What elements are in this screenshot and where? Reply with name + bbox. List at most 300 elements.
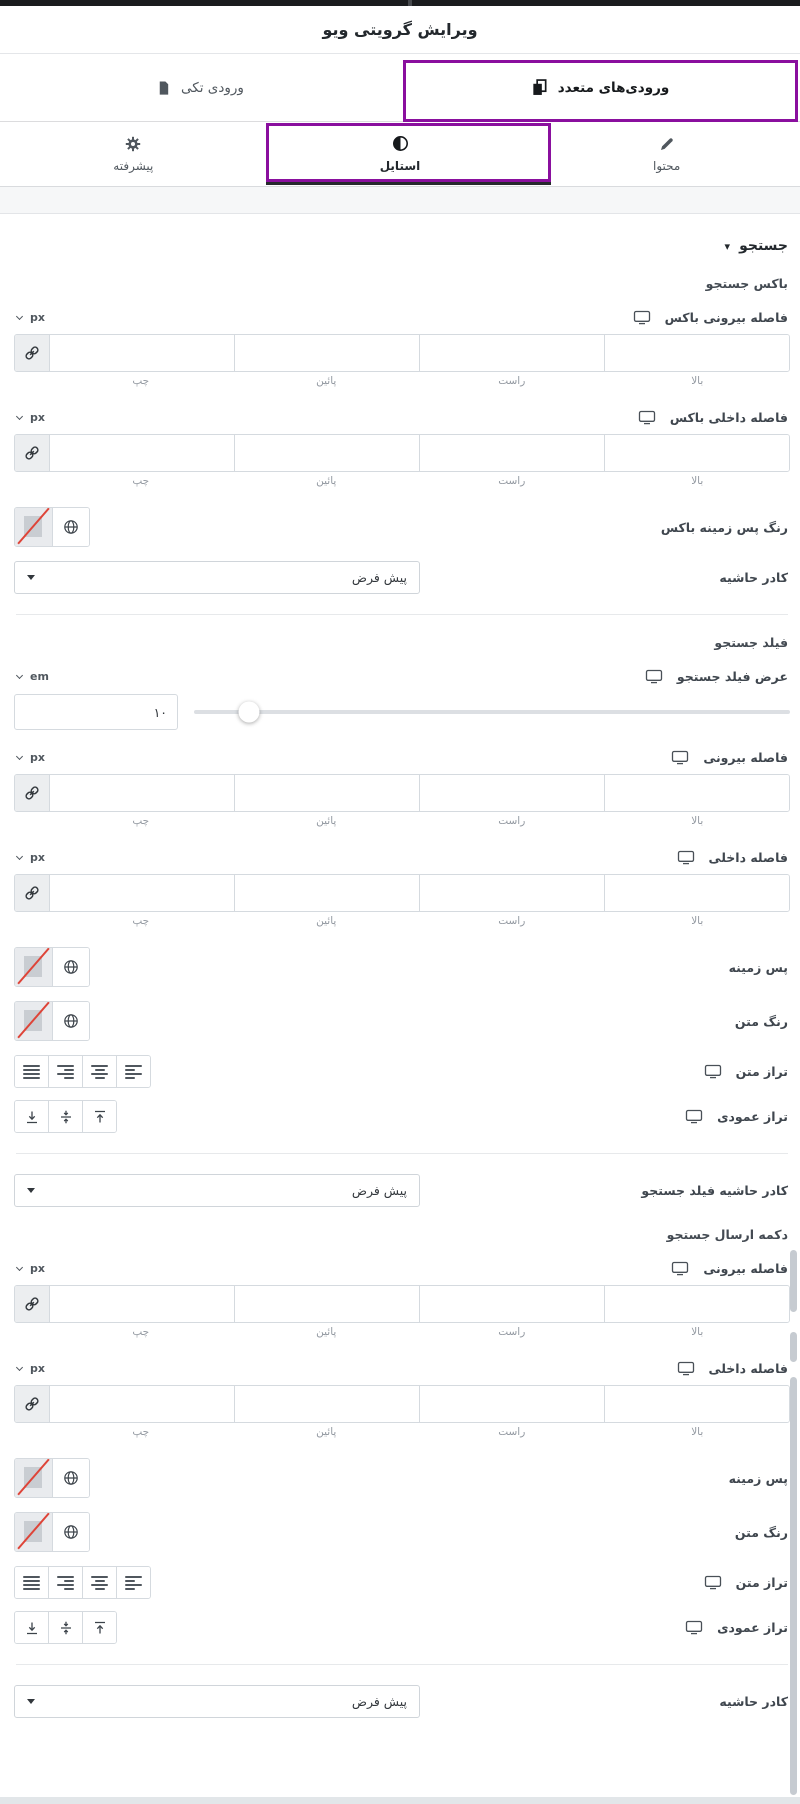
spacing-input-bottom[interactable]	[235, 435, 420, 471]
bar	[23, 1065, 40, 1067]
align-center-icon	[91, 1576, 108, 1590]
control-label: کادر حاشیه	[719, 1694, 788, 1709]
text-align-control	[14, 1566, 790, 1599]
color-control	[14, 1458, 790, 1498]
spacing-input-left[interactable]	[50, 335, 235, 371]
align-left-icon	[125, 1065, 142, 1079]
select-control	[14, 1174, 790, 1207]
chevron-down-icon	[16, 413, 24, 421]
scrollbar-thumb[interactable]	[790, 1250, 797, 1312]
control-label: کادر حاشیه	[719, 570, 788, 585]
view-tab-multiple-inputs[interactable]	[400, 54, 800, 121]
no-color-swatch[interactable]	[15, 508, 53, 546]
vertical-align-control	[14, 1611, 790, 1644]
align-center-button[interactable]	[82, 1567, 116, 1598]
spacing-input-left[interactable]	[50, 875, 235, 911]
spacing-input-left[interactable]	[50, 435, 235, 471]
spacing-sublabel-bottom: پائین	[316, 1326, 337, 1338]
align-center-icon	[91, 1065, 108, 1079]
bar	[91, 1576, 108, 1578]
global-color-button[interactable]	[53, 948, 89, 986]
linked-values-button[interactable]	[15, 875, 50, 911]
style-panel-content	[0, 214, 800, 1718]
no-color-slash	[17, 1513, 49, 1550]
select-caret-icon	[27, 575, 35, 580]
dimensions-control	[14, 1258, 790, 1342]
unit-selector[interactable]	[16, 851, 45, 864]
spacing-sublabel-top: بالا	[691, 1426, 704, 1438]
valign-bottom-icon	[25, 1110, 39, 1124]
monitor-icon	[704, 1064, 722, 1079]
section-header-search[interactable]	[14, 226, 790, 268]
responsive-toggle[interactable]	[685, 1109, 703, 1124]
dimensions-inputs	[14, 334, 790, 372]
width-slider-track[interactable]	[194, 710, 790, 714]
view-tab-label: ورودی تکی	[181, 79, 244, 96]
align-center-button[interactable]	[82, 1056, 116, 1087]
spacing-input-bottom[interactable]	[235, 335, 420, 371]
admin-top-bar	[0, 0, 800, 6]
panel-tab-label: محتوا	[653, 158, 681, 173]
sublabel-spacer	[14, 375, 48, 391]
dimensions-sublabels	[14, 915, 790, 931]
color-picker-group	[14, 1001, 90, 1041]
panel-tabs	[0, 122, 800, 187]
modal-header	[0, 6, 800, 53]
bar	[125, 1580, 135, 1582]
align-left-button[interactable]	[116, 1056, 150, 1087]
align-right-icon	[57, 1065, 74, 1079]
spacing-sublabel-right: راست	[498, 475, 526, 487]
unit-selector[interactable]	[16, 311, 45, 324]
control-label: پس زمینه	[728, 959, 788, 975]
dimensions-inputs	[14, 1385, 790, 1423]
linked-values-button[interactable]	[15, 775, 50, 811]
responsive-toggle[interactable]	[645, 669, 663, 684]
monitor-icon	[685, 1109, 703, 1124]
spacing-sublabel-bottom: پائین	[316, 1426, 337, 1438]
border-type-select[interactable]	[14, 1685, 420, 1718]
bar	[125, 1588, 135, 1590]
spacing-sublabel-right: راست	[498, 915, 526, 927]
bar	[95, 1069, 105, 1071]
dimensions-control	[14, 307, 790, 391]
responsive-toggle[interactable]	[677, 1361, 695, 1376]
page-icon	[156, 80, 171, 96]
border-type-select[interactable]	[14, 561, 420, 594]
control-label-row	[14, 307, 790, 327]
responsive-toggle[interactable]	[704, 1064, 722, 1079]
view-type-tabs	[0, 54, 800, 122]
dimensions-inputs	[14, 774, 790, 812]
control-label-row	[14, 747, 790, 767]
spacing-sublabel-right: راست	[498, 1426, 526, 1438]
spacing-input-top[interactable]	[605, 875, 789, 911]
color-picker-group	[14, 947, 90, 987]
panel-tab-content[interactable]	[533, 122, 800, 186]
no-color-slash	[17, 948, 49, 985]
chevron-down-icon	[16, 1364, 24, 1372]
control-label: رنگ متن	[734, 1013, 788, 1029]
spacing-sublabel-bottom: پائین	[316, 475, 337, 487]
spacing-input-right[interactable]	[420, 435, 605, 471]
spacing-input-bottom[interactable]	[235, 1386, 420, 1422]
color-picker-group	[14, 507, 90, 547]
spacing-sublabel-left: چپ	[132, 815, 150, 827]
spacing-input-bottom[interactable]	[235, 1286, 420, 1322]
responsive-toggle[interactable]	[677, 850, 695, 865]
text-align-buttons	[14, 1055, 151, 1088]
section-divider	[16, 1664, 788, 1665]
chevron-down-icon: ▾	[724, 239, 731, 253]
link-icon	[24, 445, 40, 461]
global-color-button[interactable]	[53, 508, 89, 546]
text-align-buttons	[14, 1566, 151, 1599]
monitor-icon	[704, 1575, 722, 1590]
select-value: پیش فرض	[351, 1694, 407, 1709]
control-label: پس زمینه	[728, 1470, 788, 1486]
dimensions-control	[14, 407, 790, 491]
color-control	[14, 1512, 790, 1552]
sublabel-spacer	[14, 1426, 48, 1442]
align-left-button[interactable]	[116, 1567, 150, 1598]
valign-top-icon	[93, 1621, 107, 1635]
dimensions-inputs	[14, 434, 790, 472]
monitor-icon	[677, 850, 695, 865]
bar	[23, 1580, 40, 1582]
modal-footer-bar	[0, 1797, 800, 1804]
bar	[23, 1077, 40, 1079]
contrast-icon	[392, 135, 409, 152]
bar	[91, 1584, 108, 1586]
scrollbar-thumb[interactable]	[790, 1377, 797, 1795]
spacing-input-bottom[interactable]	[235, 775, 420, 811]
panel-subheader-band	[0, 187, 800, 214]
bar	[57, 1065, 74, 1067]
spacing-input-top[interactable]	[605, 775, 789, 811]
control-label: تراز متن	[735, 1575, 788, 1590]
unit-selector[interactable]	[16, 411, 45, 424]
responsive-toggle[interactable]	[671, 1261, 689, 1276]
spacing-input-bottom[interactable]	[235, 875, 420, 911]
link-icon	[24, 1396, 40, 1412]
sublabel-spacer	[14, 475, 48, 491]
spacing-sublabel-bottom: پائین	[316, 375, 337, 387]
spacing-sublabel-right: راست	[498, 375, 526, 387]
global-color-button[interactable]	[53, 1459, 89, 1497]
control-label: فاصله داخلی	[708, 1360, 788, 1376]
align-justify-icon	[23, 1576, 40, 1590]
dimensions-sublabels	[14, 815, 790, 831]
color-control	[14, 947, 790, 987]
chevron-down-icon	[16, 753, 24, 761]
responsive-toggle[interactable]	[671, 750, 689, 765]
spacing-input-right[interactable]	[420, 1286, 605, 1322]
dimensions-inputs	[14, 1285, 790, 1323]
align-justify-button[interactable]	[15, 1056, 48, 1087]
spacing-sublabel-left: چپ	[132, 915, 150, 927]
spacing-sublabel-bottom: پائین	[316, 815, 337, 827]
bar	[23, 1069, 40, 1071]
spacing-sublabel-right: راست	[498, 815, 526, 827]
bar	[125, 1584, 142, 1586]
bar	[95, 1580, 105, 1582]
globe-icon	[63, 1524, 79, 1540]
no-color-slash	[17, 508, 49, 545]
valign-top-button[interactable]	[82, 1101, 116, 1132]
spacing-input-left[interactable]	[50, 1386, 235, 1422]
spacing-sublabel-top: بالا	[691, 475, 704, 487]
monitor-icon	[685, 1620, 703, 1635]
control-label: فاصله داخلی	[708, 849, 788, 865]
monitor-icon	[677, 1361, 695, 1376]
vertical-align-buttons	[14, 1100, 117, 1133]
globe-icon	[63, 959, 79, 975]
spacing-input-right[interactable]	[420, 875, 605, 911]
valign-bottom-button[interactable]	[15, 1101, 48, 1132]
responsive-toggle[interactable]	[638, 410, 656, 425]
unit-label: px	[30, 310, 45, 324]
spacing-input-right[interactable]	[420, 775, 605, 811]
active-tab-outline	[266, 123, 552, 182]
control-label: فاصله بیرونی باکس	[664, 309, 788, 325]
slider-row	[14, 693, 790, 731]
monitor-icon	[633, 310, 651, 325]
spacing-input-left[interactable]	[50, 775, 235, 811]
bar	[95, 1077, 105, 1079]
spacing-sublabel-left: چپ	[132, 1326, 150, 1338]
control-label: تراز متن	[735, 1064, 788, 1079]
section-divider	[16, 1153, 788, 1154]
control-label: فاصله بیرونی	[703, 1260, 788, 1276]
bar	[125, 1069, 135, 1071]
no-color-slash	[17, 1002, 49, 1039]
group-subheading: فیلد جستجو	[714, 635, 788, 650]
chevron-down-icon	[16, 313, 24, 321]
bar	[125, 1077, 135, 1079]
pencil-icon	[659, 136, 675, 152]
select-control	[14, 1685, 790, 1718]
bar	[64, 1588, 74, 1590]
panel-tab-style[interactable]	[267, 122, 534, 186]
valign-top-button[interactable]	[82, 1612, 116, 1643]
panel-tab-label: پیشرفته	[113, 158, 154, 173]
dimensions-sublabels	[14, 1326, 790, 1342]
valign-middle-icon	[59, 1621, 73, 1635]
monitor-icon	[671, 750, 689, 765]
scrollbar-thumb[interactable]	[790, 1332, 797, 1362]
valign-top-icon	[93, 1110, 107, 1124]
view-tab-single-input[interactable]	[0, 54, 400, 121]
select-caret-icon	[27, 1188, 35, 1193]
bar	[64, 1580, 74, 1582]
unit-selector[interactable]	[16, 1262, 45, 1275]
spacing-input-right[interactable]	[420, 1386, 605, 1422]
align-justify-button[interactable]	[15, 1567, 48, 1598]
align-right-icon	[57, 1576, 74, 1590]
spacing-input-left[interactable]	[50, 1286, 235, 1322]
view-tab-label: ورودی‌های متعدد	[557, 79, 670, 96]
globe-icon	[63, 1013, 79, 1029]
control-label-row	[14, 666, 790, 686]
slider-control	[14, 666, 790, 731]
control-label: کادر حاشیه فیلد جستجو	[641, 1183, 788, 1198]
section-title: جستجو	[739, 238, 788, 254]
chevron-down-icon	[16, 1264, 24, 1272]
control-label: تراز عمودی	[717, 1620, 788, 1635]
no-color-swatch[interactable]	[15, 1002, 53, 1040]
align-justify-icon	[23, 1065, 40, 1079]
pages-icon	[531, 79, 548, 96]
bar	[23, 1584, 40, 1586]
unit-selector[interactable]	[16, 1362, 45, 1375]
spacing-sublabel-left: چپ	[132, 375, 150, 387]
width-value-input[interactable]	[15, 695, 177, 729]
group-subheading: دکمه ارسال جستجو	[666, 1227, 788, 1242]
vertical-align-buttons	[14, 1611, 117, 1644]
spacing-sublabel-top: بالا	[691, 1326, 704, 1338]
text-align-control	[14, 1055, 790, 1088]
spacing-input-right[interactable]	[420, 335, 605, 371]
dimensions-inputs	[14, 874, 790, 912]
responsive-toggle[interactable]	[633, 310, 651, 325]
unit-label: px	[30, 1261, 45, 1275]
align-right-button[interactable]	[48, 1056, 82, 1087]
sublabel-spacer	[14, 1326, 48, 1342]
sublabel-spacer	[14, 915, 48, 931]
spacing-input-top[interactable]	[605, 435, 789, 471]
globe-icon	[63, 1470, 79, 1486]
responsive-toggle[interactable]	[704, 1575, 722, 1590]
unit-label: px	[30, 750, 45, 764]
valign-middle-button[interactable]	[48, 1101, 82, 1132]
control-label-row	[14, 847, 790, 867]
chevron-down-icon	[16, 672, 24, 680]
control-label: عرض فیلد جستجو	[676, 668, 788, 684]
spacing-sublabel-top: بالا	[691, 915, 704, 927]
group-subheading: باکس جستجو	[705, 276, 788, 291]
control-label: تراز عمودی	[717, 1109, 788, 1124]
link-icon	[24, 345, 40, 361]
width-value-box	[14, 694, 178, 730]
bar	[125, 1576, 142, 1578]
bar	[125, 1065, 142, 1067]
bar	[57, 1073, 74, 1075]
dimensions-sublabels	[14, 1426, 790, 1442]
gear-icon	[125, 136, 141, 152]
section-divider	[16, 614, 788, 615]
no-color-swatch[interactable]	[15, 1459, 53, 1497]
spacing-input-top[interactable]	[605, 1386, 789, 1422]
bar	[64, 1077, 74, 1079]
modal-title: ویرایش گرویتی ویو	[322, 20, 478, 39]
valign-middle-icon	[59, 1110, 73, 1124]
top-bar-divider	[408, 0, 412, 6]
vertical-align-control	[14, 1100, 790, 1133]
linked-values-button[interactable]	[15, 335, 50, 371]
controls-list	[14, 276, 790, 1718]
valign-bottom-button[interactable]	[15, 1612, 48, 1643]
bar	[57, 1576, 74, 1578]
valign-bottom-icon	[25, 1621, 39, 1635]
dimensions-sublabels	[14, 375, 790, 391]
bar	[64, 1069, 74, 1071]
linked-values-button[interactable]	[15, 1386, 50, 1422]
unit-label: em	[30, 669, 49, 683]
border-type-select[interactable]	[14, 1174, 420, 1207]
panel-tab-advanced[interactable]	[0, 122, 267, 186]
no-color-swatch[interactable]	[15, 948, 53, 986]
no-color-swatch[interactable]	[15, 1513, 53, 1551]
width-slider-handle[interactable]	[238, 702, 259, 723]
color-control	[14, 507, 790, 547]
bar	[23, 1588, 40, 1590]
dimensions-sublabels	[14, 475, 790, 491]
sublabel-spacer	[14, 815, 48, 831]
unit-label: px	[30, 1361, 45, 1375]
bar	[91, 1065, 108, 1067]
spacing-sublabel-left: چپ	[132, 475, 150, 487]
spacing-input-top[interactable]	[605, 335, 789, 371]
monitor-icon	[638, 410, 656, 425]
globe-icon	[63, 519, 79, 535]
valign-middle-button[interactable]	[48, 1612, 82, 1643]
linked-values-button[interactable]	[15, 435, 50, 471]
unit-label: px	[30, 410, 45, 424]
select-value: پیش فرض	[351, 1183, 407, 1198]
unit-label: px	[30, 850, 45, 864]
bar	[23, 1576, 40, 1578]
link-icon	[24, 885, 40, 901]
monitor-icon	[671, 1261, 689, 1276]
spacing-sublabel-bottom: پائین	[316, 915, 337, 927]
unit-selector[interactable]	[16, 670, 49, 683]
select-control	[14, 561, 790, 594]
spacing-sublabel-top: بالا	[691, 375, 704, 387]
bar	[125, 1073, 142, 1075]
color-picker-group	[14, 1512, 90, 1552]
linked-values-button[interactable]	[15, 1286, 50, 1322]
panel-tab-label: استایل	[379, 159, 421, 173]
select-value: پیش فرض	[351, 570, 407, 585]
unit-selector[interactable]	[16, 751, 45, 764]
align-left-icon	[125, 1576, 142, 1590]
control-label: رنگ متن	[734, 1524, 788, 1540]
spacing-sublabel-top: بالا	[691, 815, 704, 827]
control-label: فاصله بیرونی	[703, 749, 788, 765]
spacing-sublabel-right: راست	[498, 1326, 526, 1338]
control-label-row	[14, 1358, 790, 1378]
spacing-sublabel-left: چپ	[132, 1426, 150, 1438]
bar	[23, 1073, 40, 1075]
global-color-button[interactable]	[53, 1513, 89, 1551]
chevron-down-icon	[16, 853, 24, 861]
dimensions-control	[14, 747, 790, 831]
select-caret-icon	[27, 1699, 35, 1704]
link-icon	[24, 1296, 40, 1312]
responsive-toggle[interactable]	[685, 1620, 703, 1635]
control-label-row	[14, 407, 790, 427]
align-right-button[interactable]	[48, 1567, 82, 1598]
link-icon	[24, 785, 40, 801]
dimensions-control	[14, 847, 790, 931]
monitor-icon	[645, 669, 663, 684]
control-label-row	[14, 1258, 790, 1278]
spacing-input-top[interactable]	[605, 1286, 789, 1322]
control-label: فاصله داخلی باکس	[669, 409, 788, 425]
color-control	[14, 1001, 790, 1041]
global-color-button[interactable]	[53, 1002, 89, 1040]
